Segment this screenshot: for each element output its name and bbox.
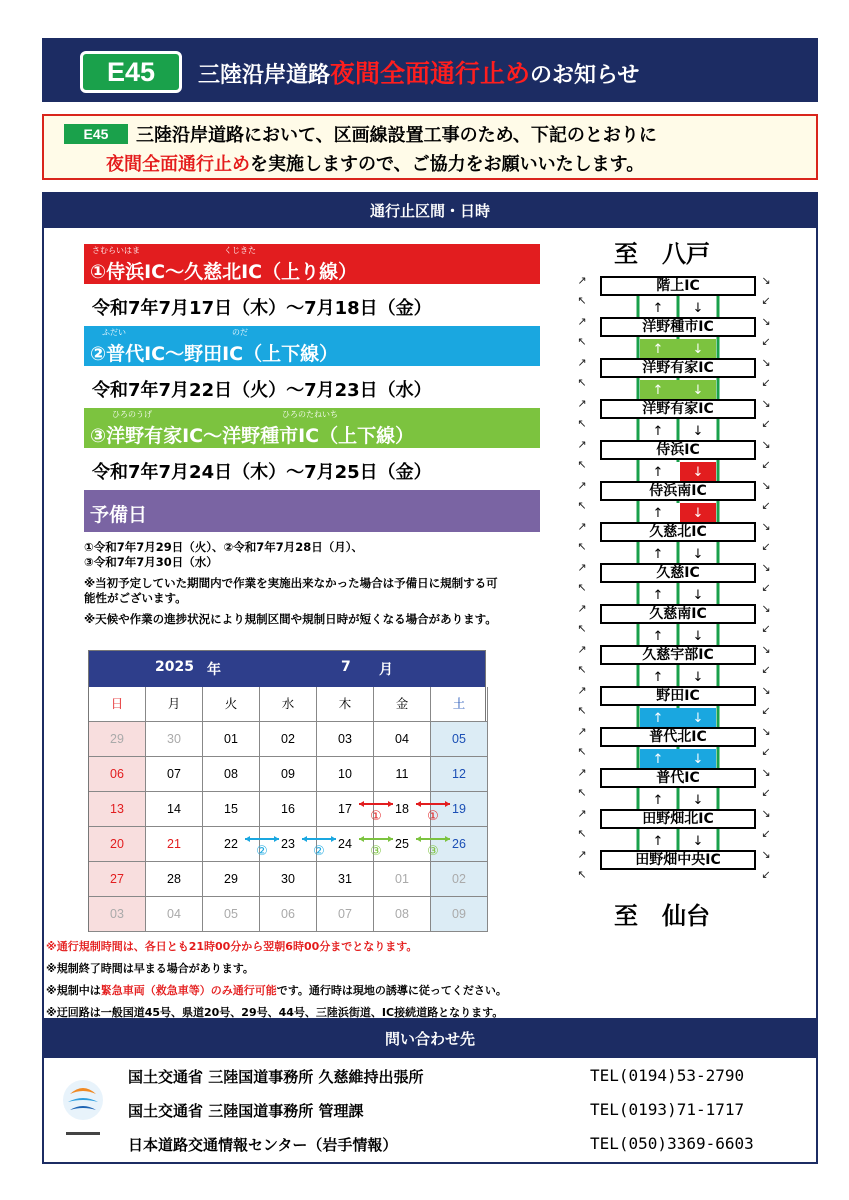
closure-3-band xyxy=(84,408,540,448)
closed-segment xyxy=(640,749,716,768)
lane-arrow-up: ↑ xyxy=(652,793,664,808)
calendar-day: 18 xyxy=(374,792,431,827)
weekday-header: 水 xyxy=(260,687,317,722)
contact-tel-1[interactable]: TEL(0194)53-2790 xyxy=(590,1066,745,1085)
reserve-dates-line1: ①令和7年7月29日（火）、②令和7年7月28日（月）、 xyxy=(84,540,363,554)
intro-notice xyxy=(42,114,818,180)
ramp-arrow-icon: ↘ xyxy=(761,438,771,451)
ramp-arrow-icon: ↘ xyxy=(761,643,771,656)
closure-1-ruby-a: さむらいはま xyxy=(92,246,140,255)
calendar-day: 15 xyxy=(203,792,260,827)
closure-3-dates: 令和7年7月24日（木）～7月25日（金） xyxy=(92,462,432,483)
calendar-day: 21 xyxy=(146,827,203,862)
ic-label: 久慈南IC xyxy=(600,604,756,624)
calendar-day: 02 xyxy=(431,862,488,897)
calendar-day: 30 xyxy=(260,862,317,897)
ic-label: 田野畑中央IC xyxy=(600,850,756,870)
calendar-day: 07 xyxy=(317,897,374,932)
lane-arrow-down: ↓ xyxy=(692,588,704,603)
ramp-arrow-icon: ↗ xyxy=(577,520,587,533)
ramp-arrow-icon: ↖ xyxy=(577,335,587,348)
calendar-day: 16 xyxy=(260,792,317,827)
calendar-day: 25 xyxy=(374,827,431,862)
calendar-day: 23 xyxy=(260,827,317,862)
lane-arrow-up: ↑ xyxy=(652,752,664,767)
ramp-arrow-icon: ↙ xyxy=(761,294,771,307)
title-prefix: 三陸沿岸道路 xyxy=(198,63,331,88)
ramp-arrow-icon: ↙ xyxy=(761,704,771,717)
ramp-arrow-icon: ↘ xyxy=(761,684,771,697)
closure-marker-label: ③ xyxy=(370,844,382,859)
ic-label: 普代IC xyxy=(600,768,756,788)
lane-arrow-down: ↓ xyxy=(692,711,704,726)
weekday-header: 月 xyxy=(146,687,203,722)
reserve-band xyxy=(84,490,540,532)
arrow-head xyxy=(388,801,393,807)
lane-arrow-up: ↑ xyxy=(652,342,664,357)
ic-label: 久慈北IC xyxy=(600,522,756,542)
mlit-logo-icon xyxy=(60,1072,106,1148)
lane-arrow-down: ↓ xyxy=(692,547,704,562)
lane-arrow-down: ↓ xyxy=(692,465,704,480)
closure-1-band xyxy=(84,244,540,284)
ic-label: 普代北IC xyxy=(600,727,756,747)
weekday-header: 木 xyxy=(317,687,374,722)
lane-arrow-up: ↑ xyxy=(652,834,664,849)
ramp-arrow-icon: ↗ xyxy=(577,315,587,328)
ramp-arrow-icon: ↘ xyxy=(761,520,771,533)
ramp-arrow-icon: ↙ xyxy=(761,745,771,758)
ic-label: 洋野有家IC xyxy=(600,399,756,419)
page-title xyxy=(198,54,639,90)
ramp-arrow-icon: ↗ xyxy=(577,643,587,656)
closure-marker-label: ① xyxy=(427,809,439,824)
title-highlight: 夜間全面通行止め xyxy=(330,59,531,88)
arrow-head xyxy=(416,836,421,842)
ramp-arrow-icon: ↗ xyxy=(577,684,587,697)
ramp-arrow-icon: ↗ xyxy=(577,397,587,410)
lane-arrow-down: ↓ xyxy=(692,301,704,316)
calendar-day: 13 xyxy=(89,792,146,827)
ic-label: 久慈宇部IC xyxy=(600,645,756,665)
ramp-arrow-icon: ↖ xyxy=(577,458,587,471)
intro-line2 xyxy=(106,150,644,176)
ramp-arrow-icon: ↗ xyxy=(577,602,587,615)
closure-2-dates: 令和7年7月22日（火）～7月23日（水） xyxy=(92,380,432,401)
closure-marker-label: ② xyxy=(313,844,325,859)
intro-highlight: 夜間全面通行止め xyxy=(106,154,250,175)
e45-route-badge-small: E45 xyxy=(64,124,128,144)
calendar-day: 20 xyxy=(89,827,146,862)
closure-markers xyxy=(89,651,487,933)
ramp-arrow-icon: ↖ xyxy=(577,704,587,717)
ramp-arrow-icon: ↘ xyxy=(761,274,771,287)
lane-arrow-down: ↓ xyxy=(692,834,704,849)
ramp-arrow-icon: ↖ xyxy=(577,294,587,307)
ramp-arrow-icon: ↘ xyxy=(761,602,771,615)
reserve-dates xyxy=(84,540,504,570)
calendar-year: 2025 xyxy=(155,659,194,675)
ramp-arrow-icon: ↙ xyxy=(761,458,771,471)
ic-label: 野田IC xyxy=(600,686,756,706)
calendar-day: 01 xyxy=(374,862,431,897)
ramp-arrow-icon: ↗ xyxy=(577,725,587,738)
ramp-arrow-icon: ↗ xyxy=(577,274,587,287)
south-destination: 至 仙台 xyxy=(614,902,710,930)
calendar-day: 05 xyxy=(431,722,488,757)
ramp-arrow-icon: ↘ xyxy=(761,848,771,861)
closure-1-ruby-b: くじきた xyxy=(224,246,256,255)
calendar-day: 01 xyxy=(203,722,260,757)
reserve-note-2: ※天候や作業の進捗状況により規制区間や規制日時が短くなる場合があります。 xyxy=(84,612,497,626)
ic-label: 侍浜南IC xyxy=(600,481,756,501)
ramp-arrow-icon: ↙ xyxy=(761,827,771,840)
ramp-arrow-icon: ↘ xyxy=(761,766,771,779)
ramp-arrow-icon: ↙ xyxy=(761,581,771,594)
calendar-day: 06 xyxy=(260,897,317,932)
calendar-day: 09 xyxy=(431,897,488,932)
ramp-arrow-icon: ↗ xyxy=(577,356,587,369)
calendar xyxy=(88,650,486,932)
calendar-day: 27 xyxy=(89,862,146,897)
intro-line1: 三陸沿岸道路において、区画線設置工事のため、下記のとおりに xyxy=(136,125,657,146)
ramp-arrow-icon: ↙ xyxy=(761,786,771,799)
ramp-arrow-icon: ↘ xyxy=(761,479,771,492)
ramp-arrow-icon: ↙ xyxy=(761,622,771,635)
ramp-arrow-icon: ↖ xyxy=(577,540,587,553)
calendar-day: 04 xyxy=(374,722,431,757)
lane-arrow-down: ↓ xyxy=(692,670,704,685)
header-banner xyxy=(42,38,818,102)
calendar-day: 24 xyxy=(317,827,374,862)
ic-label: 洋野有家IC xyxy=(600,358,756,378)
arrow-head xyxy=(388,836,393,842)
calendar-day: 31 xyxy=(317,862,374,897)
weekday-header: 金 xyxy=(374,687,431,722)
ramp-arrow-icon: ↖ xyxy=(577,581,587,594)
reserve-title: 予備日 xyxy=(90,504,148,526)
ramp-arrow-icon: ↗ xyxy=(577,807,587,820)
calendar-day: 11 xyxy=(374,757,431,792)
ic-label: 洋野種市IC xyxy=(600,317,756,337)
calendar-day: 19 xyxy=(431,792,488,827)
closure-marker-label: ① xyxy=(370,809,382,824)
arrow-head xyxy=(331,836,336,842)
note-emergency-a: ※規制中は xyxy=(46,984,101,997)
arrow-head xyxy=(445,801,450,807)
arrow-head xyxy=(274,836,279,842)
lane-arrow-up: ↑ xyxy=(652,465,664,480)
arrow-head xyxy=(445,836,450,842)
calendar-month: 7 xyxy=(341,659,351,675)
lane-arrow-up: ↑ xyxy=(652,383,664,398)
ramp-arrow-icon: ↙ xyxy=(761,499,771,512)
ramp-arrow-icon: ↖ xyxy=(577,786,587,799)
lane-arrow-down: ↓ xyxy=(692,383,704,398)
lane-arrow-down: ↓ xyxy=(692,752,704,767)
closure-2-ruby-b: のだ xyxy=(232,328,248,337)
lane-arrow-down: ↓ xyxy=(692,342,704,357)
ramp-arrow-icon: ↖ xyxy=(577,827,587,840)
contact-box xyxy=(42,1058,818,1164)
calendar-day: 14 xyxy=(146,792,203,827)
closure-marker-label: ③ xyxy=(427,844,439,859)
ramp-arrow-icon: ↘ xyxy=(761,561,771,574)
lane-arrow-up: ↑ xyxy=(652,670,664,685)
calendar-day: 09 xyxy=(260,757,317,792)
ramp-arrow-icon: ↘ xyxy=(761,725,771,738)
calendar-day: 02 xyxy=(260,722,317,757)
intro-line2-rest: を実施しますので、ご協力をお願いいたします。 xyxy=(250,154,645,175)
contact-title: 問い合わせ先 xyxy=(42,1020,818,1058)
closed-segment xyxy=(640,380,716,399)
arrow-head xyxy=(302,836,307,842)
calendar-day: 10 xyxy=(317,757,374,792)
ramp-arrow-icon: ↖ xyxy=(577,745,587,758)
reserve-note-1: ※当初予定していた期間内で作業を実施出来なかった場合は予備日に規制する可能性がございます。 xyxy=(84,576,498,605)
lane-arrow-up: ↑ xyxy=(652,629,664,644)
ic-label: 階上IC xyxy=(600,276,756,296)
closure-1-label: ①侍浜IC～久慈北IC（上り線） xyxy=(90,261,358,283)
calendar-day: 22 xyxy=(203,827,260,862)
title-suffix: のお知らせ xyxy=(530,63,640,88)
ramp-arrow-icon: ↖ xyxy=(577,868,587,880)
ramp-arrow-icon: ↗ xyxy=(577,848,587,861)
calendar-day: 06 xyxy=(89,757,146,792)
calendar-day: 08 xyxy=(374,897,431,932)
ramp-arrow-icon: ↖ xyxy=(577,417,587,430)
ramp-arrow-icon: ↖ xyxy=(577,622,587,635)
ramp-arrow-icon: ↖ xyxy=(577,376,587,389)
calendar-day: 30 xyxy=(146,722,203,757)
lane-arrow-down: ↓ xyxy=(692,506,704,521)
contact-tel-2[interactable]: TEL(0193)71-1717 xyxy=(590,1100,745,1119)
e45-route-badge: E45 xyxy=(80,51,182,93)
closure-3-label: ③洋野有家IC～洋野種市IC（上下線） xyxy=(90,425,415,447)
closed-segment xyxy=(640,708,716,727)
ramp-arrow-icon: ↘ xyxy=(761,807,771,820)
closure-2-label: ②普代IC～野田IC（上下線） xyxy=(90,343,339,365)
ramp-arrow-icon: ↖ xyxy=(577,499,587,512)
ic-label: 田野畑北IC xyxy=(600,809,756,829)
lane-arrow-down: ↓ xyxy=(692,793,704,808)
arrow-head xyxy=(245,836,250,842)
calendar-day: 03 xyxy=(89,897,146,932)
lane-arrow-up: ↑ xyxy=(652,547,664,562)
calendar-day: 05 xyxy=(203,897,260,932)
calendar-day: 04 xyxy=(146,897,203,932)
note-emergency xyxy=(46,982,507,998)
calendar-day: 29 xyxy=(89,722,146,757)
weekday-header: 日 xyxy=(89,687,146,722)
note-hours: ※通行規制時間は、各日とも21時00分から翌朝6時00分までとなります。 xyxy=(46,940,418,953)
contact-org-1: 国土交通省 三陸国道事務所 久慈維持出張所 xyxy=(128,1068,424,1086)
ramp-arrow-icon: ↖ xyxy=(577,663,587,676)
closed-segment xyxy=(640,339,716,358)
lane-arrow-up: ↑ xyxy=(652,301,664,316)
ramp-arrow-icon: ↘ xyxy=(761,315,771,328)
lane-arrow-down: ↓ xyxy=(692,424,704,439)
ramp-arrow-icon: ↘ xyxy=(761,397,771,410)
weekday-header: 土 xyxy=(431,687,488,722)
calendar-day: 12 xyxy=(431,757,488,792)
lane-arrow-down: ↓ xyxy=(692,629,704,644)
note-early-end: ※規制終了時間は早まる場合があります。 xyxy=(46,962,254,975)
note-emergency-red: 緊急車両（救急車等）のみ通行可能 xyxy=(100,984,277,997)
calendar-day: 08 xyxy=(203,757,260,792)
calendar-month-unit: 月 xyxy=(379,662,393,678)
arrow-head xyxy=(416,801,421,807)
ramp-arrow-icon: ↙ xyxy=(761,540,771,553)
calendar-day: 07 xyxy=(146,757,203,792)
contact-org-3: 日本道路交通情報センター（岩手情報） xyxy=(128,1136,398,1154)
north-destination: 至 八戸 xyxy=(614,240,710,268)
closure-2-ruby-a: ふだい xyxy=(102,328,126,337)
ramp-arrow-icon: ↗ xyxy=(577,766,587,779)
arrow-head xyxy=(359,836,364,842)
ramp-arrow-icon: ↗ xyxy=(577,561,587,574)
calendar-day: 17 xyxy=(317,792,374,827)
contact-tel-3[interactable]: TEL(050)3369-6603 xyxy=(590,1134,754,1153)
lane-arrow-up: ↑ xyxy=(652,424,664,439)
ic-label: 久慈IC xyxy=(600,563,756,583)
calendar-day: 03 xyxy=(317,722,374,757)
closure-1-dates: 令和7年7月17日（木）～7月18日（金） xyxy=(92,298,432,319)
ramp-arrow-icon: ↘ xyxy=(761,356,771,369)
ramp-arrow-icon: ↙ xyxy=(761,868,771,880)
lane-arrow-up: ↑ xyxy=(652,506,664,521)
ramp-arrow-icon: ↗ xyxy=(577,479,587,492)
arrow-head xyxy=(359,801,364,807)
closure-marker-label: ② xyxy=(256,844,268,859)
calendar-day: 29 xyxy=(203,862,260,897)
calendar-day: 26 xyxy=(431,827,488,862)
contact-org-2: 国土交通省 三陸国道事務所 管理課 xyxy=(128,1102,364,1120)
section-title: 通行止区間・日時 xyxy=(44,194,816,228)
lane-arrow-up: ↑ xyxy=(652,711,664,726)
note-detour: ※迂回路は一般国道45号、県道20号、29号、44号、三陸浜街道、IC接続道路となります。 xyxy=(46,1006,504,1019)
reserve-dates-line2: ③令和7年7月30日（水） xyxy=(84,555,218,569)
lane-arrow-up: ↑ xyxy=(652,588,664,603)
ramp-arrow-icon: ↙ xyxy=(761,376,771,389)
ramp-arrow-icon: ↗ xyxy=(577,438,587,451)
ic-label: 侍浜IC xyxy=(600,440,756,460)
ramp-arrow-icon: ↙ xyxy=(761,335,771,348)
ramp-arrow-icon: ↙ xyxy=(761,417,771,430)
closure-2-band xyxy=(84,326,540,366)
closure-3-ruby-b: ひろのたねいち xyxy=(282,410,338,419)
calendar-year-unit: 年 xyxy=(207,662,221,678)
closure-3-ruby-a: ひろのうげ xyxy=(112,410,152,419)
weekday-header: 火 xyxy=(203,687,260,722)
calendar-day: 28 xyxy=(146,862,203,897)
ramp-arrow-icon: ↙ xyxy=(761,663,771,676)
note-emergency-b: です。通行時は現地の誘導に従ってください。 xyxy=(276,984,507,997)
